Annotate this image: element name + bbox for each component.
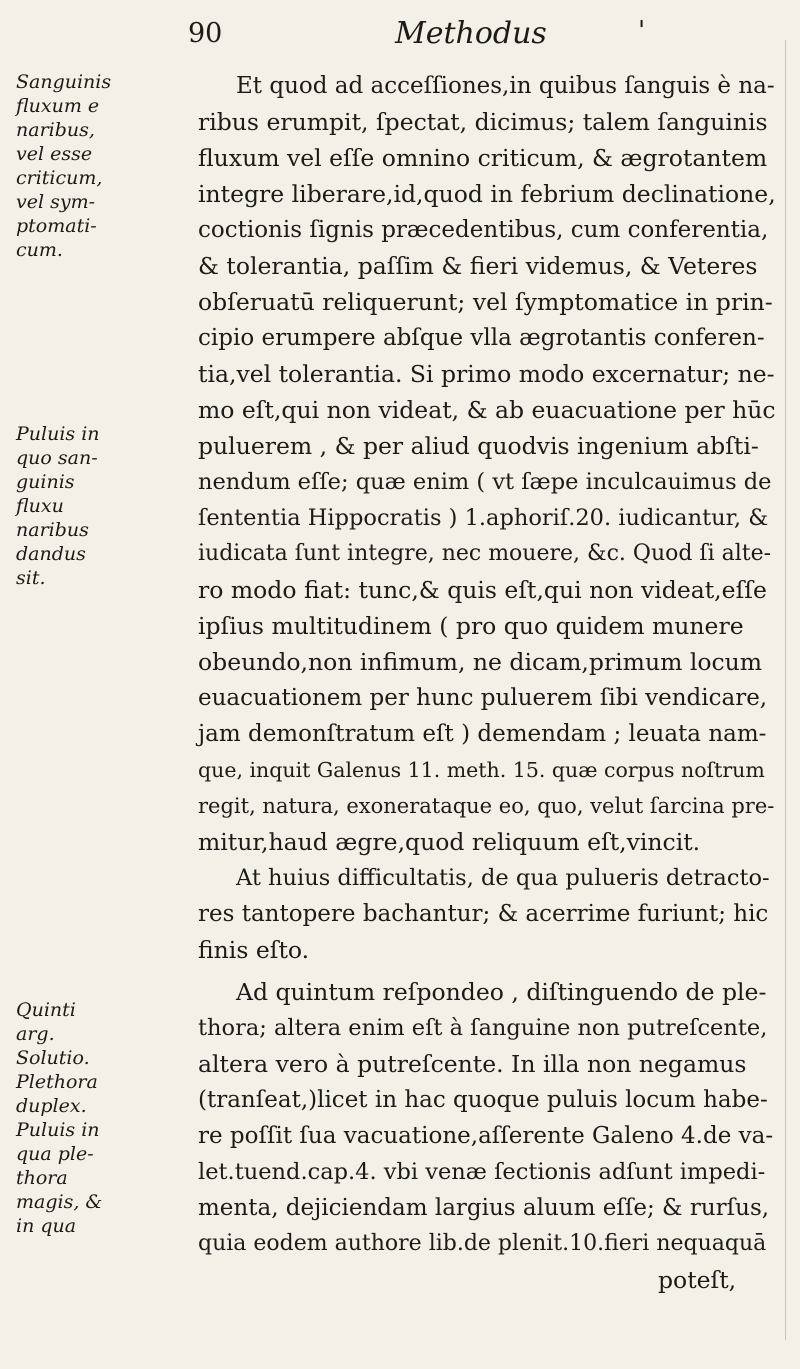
text-line: & tolerantia, paſſim & fieri videmus, & Veteres (198, 252, 758, 280)
text-line: obſeruatū reliquerunt; vel ſymptomatice in prin- (198, 288, 773, 316)
page-number: 90 (188, 18, 223, 49)
text-line: que, inquit Galenus 11. meth. 15. quæ corpus noſtrum (198, 758, 765, 782)
text-line: regit, natura, exonerataque eo, quo, velut ſarcina pre- (198, 794, 775, 818)
text-line: quia eodem authore lib.de plenit.10.fieri nequaquā (198, 1231, 767, 1256)
text-line: mitur,haud ægre,quod reliquum eſt,vincit. (198, 828, 701, 856)
margin-note-puluis-in-quo: Puluis in quo san- guinis fluxu naribus dandus sit. (16, 423, 100, 589)
text-line: integre liberare,id,quod in febrium declinatione, (198, 180, 776, 208)
text-line: mo eſt,qui non videat, & ab euacuatione per hūc (198, 396, 776, 424)
text-line: Et quod ad acceſſiones,in quibus ſanguis è na- (236, 73, 775, 99)
margin-note-quinti-arg: Quinti arg. Solutio. Plethora duplex. Puluis in qua ple- thora magis, & in qua (16, 999, 103, 1237)
text-line: ro modo fiat: tunc,& quis eſt,qui non videat,eſſe (198, 576, 767, 604)
text-line: fluxum vel eſſe omnino criticum, & ægrotantem (198, 144, 768, 172)
text-line: (tranſeat,)licet in hac quoque puluis locum habe- (198, 1087, 768, 1113)
text-line: altera vero à putreſcente. In illa non negamus (198, 1050, 747, 1078)
text-line: puluerem , & per aliud quodvis ingenium abſti- (198, 432, 759, 460)
text-line: nendum eſſe; quæ enim ( vt ſæpe inculcauimus de (198, 469, 772, 495)
text-line: menta, dejiciendam largius aluum eſſe; & rurſus, (198, 1195, 770, 1221)
running-head: Methodus (395, 16, 547, 51)
text-line: Ad quintum reſpondeo , diſtinguendo de ple- (236, 978, 767, 1006)
margin-note-sanguinis-fluxum: Sanguinis fluxum e naribus, vel esse criticum, vel sym- ptomati- cum. (16, 71, 112, 261)
text-line: ribus erumpit, ſpectat, dicimus; talem ſanguinis (198, 108, 768, 136)
text-line: obeundo,non infimum, ne dicam,primum locum (198, 648, 763, 676)
text-line: thora; altera enim eſt à ſanguine non putreſcente, (198, 1015, 768, 1041)
text-line: jam demonſtratum eſt ) demendam ; leuata nam- (198, 721, 767, 747)
text-line: ipſius multitudinem ( pro quo quidem munere (198, 612, 744, 640)
text-line: cipio erumpere abſque vlla ægrotantis conferen- (198, 325, 765, 351)
page-header (0, 14, 800, 54)
header-mark: ' (638, 16, 646, 46)
text-line: euacuationem per hunc puluerem ſibi vendicare, (198, 685, 768, 711)
text-line: coctionis ſignis præcedentibus, cum conferentia, (198, 217, 769, 243)
text-line: ſententia Hippocratis ) 1.aphoriſ.20. iudicantur, & (198, 505, 769, 531)
text-line: At huius difficultatis, de qua pulueris detracto- (236, 865, 770, 891)
page-edge-line (785, 40, 786, 1340)
text-line: finis eſto. (198, 936, 310, 964)
text-line: let.tuend.cap.4. vbi venæ ſectionis adſunt impedi- (198, 1159, 766, 1185)
text-line: poteſt, (658, 1266, 737, 1294)
text-line: tia,vel tolerantia. Si primo modo excernatur; ne- (198, 360, 775, 388)
text-line: res tantopere bachantur; & acerrime furiunt; hic (198, 901, 769, 927)
text-line: iudicata ſunt integre, nec mouere, &c. Quod ſi alte- (198, 541, 772, 566)
text-line: re poſſit ſua vacuatione,aſſerente Galeno 4.de va- (198, 1123, 774, 1149)
